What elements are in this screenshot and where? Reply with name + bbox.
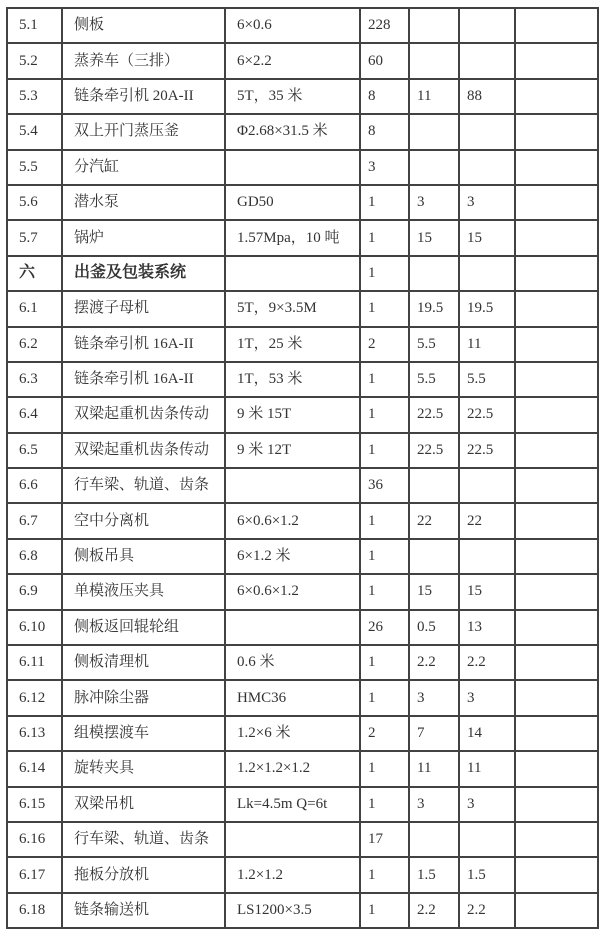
cell-unit: 7 [409,716,459,751]
cell-unit [409,8,459,43]
cell-name: 空中分离机 [62,503,225,538]
cell-remark [515,645,598,680]
cell-total [459,150,515,185]
cell-qty: 36 [360,468,409,503]
cell-remark [515,327,598,362]
cell-id: 5.1 [7,8,62,43]
cell-unit: 15 [409,220,459,255]
cell-unit: 22.5 [409,397,459,432]
cell-qty: 2 [360,327,409,362]
cell-spec: Lk=4.5m Q=6t [225,787,360,822]
cell-total: 19.5 [459,291,515,326]
cell-name: 锅炉 [62,220,225,255]
cell-id: 6.10 [7,610,62,645]
cell-total: 2.2 [459,645,515,680]
cell-id: 6.12 [7,680,62,715]
cell-unit: 3 [409,185,459,220]
cell-unit: 5.5 [409,327,459,362]
cell-spec: 6×1.2 米 [225,539,360,574]
cell-name: 侧板 [62,8,225,43]
cell-spec: 1.57Mpa，10 吨 [225,220,360,255]
cell-id: 6.14 [7,751,62,786]
cell-total [459,539,515,574]
cell-total [459,114,515,149]
cell-total: 5.5 [459,362,515,397]
cell-id: 6.18 [7,893,62,928]
cell-total: 1.5 [459,857,515,892]
cell-unit [409,43,459,78]
cell-remark [515,220,598,255]
equipment-row [7,397,598,432]
cell-remark [515,256,598,291]
cell-total: 11 [459,751,515,786]
equipment-row [7,433,598,468]
equipment-row [7,857,598,892]
cell-total [459,8,515,43]
cell-id: 六 [7,256,62,291]
cell-name: 侧板吊具 [62,539,225,574]
cell-qty: 1 [360,893,409,928]
equipment-row [7,150,598,185]
cell-unit [409,539,459,574]
cell-name: 分汽缸 [62,150,225,185]
cell-unit: 15 [409,574,459,609]
cell-remark [515,787,598,822]
equipment-row [7,680,598,715]
cell-id: 6.15 [7,787,62,822]
cell-id: 5.5 [7,150,62,185]
cell-id: 6.6 [7,468,62,503]
cell-spec [225,822,360,857]
cell-name: 侧板返回辊轮组 [62,610,225,645]
cell-unit: 5.5 [409,362,459,397]
cell-remark [515,8,598,43]
cell-qty: 228 [360,8,409,43]
cell-total: 3 [459,185,515,220]
cell-id: 6.11 [7,645,62,680]
cell-spec: 5T，35 米 [225,79,360,114]
cell-remark [515,539,598,574]
cell-spec: 6×0.6×1.2 [225,574,360,609]
cell-total: 88 [459,79,515,114]
equipment-row [7,79,598,114]
cell-total: 22.5 [459,397,515,432]
cell-unit [409,468,459,503]
cell-unit: 22 [409,503,459,538]
cell-remark [515,503,598,538]
cell-spec: 9 米 15T [225,397,360,432]
cell-remark [515,433,598,468]
cell-name: 链条牵引机 16A-II [62,362,225,397]
cell-spec [225,256,360,291]
cell-name: 单模液压夹具 [62,574,225,609]
cell-name: 行车梁、轨道、齿条 [62,468,225,503]
cell-qty: 1 [360,256,409,291]
cell-total: 11 [459,327,515,362]
cell-qty: 1 [360,539,409,574]
cell-remark [515,680,598,715]
cell-qty: 1 [360,645,409,680]
cell-spec: Φ2.68×31.5 米 [225,114,360,149]
equipment-row [7,610,598,645]
cell-name: 拖板分放机 [62,857,225,892]
cell-total: 3 [459,680,515,715]
cell-name: 蒸养车（三排） [62,43,225,78]
cell-unit: 1.5 [409,857,459,892]
cell-unit [409,114,459,149]
cell-remark [515,857,598,892]
cell-spec: 1.2×1.2×1.2 [225,751,360,786]
cell-qty: 1 [360,291,409,326]
cell-spec: 9 米 12T [225,433,360,468]
cell-qty: 26 [360,610,409,645]
cell-name: 链条牵引机 20A-II [62,79,225,114]
cell-id: 6.3 [7,362,62,397]
cell-remark [515,468,598,503]
cell-total: 15 [459,220,515,255]
cell-qty: 17 [360,822,409,857]
cell-total: 15 [459,574,515,609]
cell-name: 双梁吊机 [62,787,225,822]
equipment-row [7,539,598,574]
cell-total [459,43,515,78]
cell-total [459,822,515,857]
cell-spec: 6×0.6 [225,8,360,43]
cell-spec: 0.6 米 [225,645,360,680]
equipment-row [7,751,598,786]
cell-remark [515,893,598,928]
cell-qty: 1 [360,751,409,786]
cell-qty: 3 [360,150,409,185]
cell-id: 6.1 [7,291,62,326]
cell-unit: 0.5 [409,610,459,645]
cell-qty: 1 [360,220,409,255]
cell-total: 3 [459,787,515,822]
cell-unit: 2.2 [409,893,459,928]
equipment-row [7,574,598,609]
cell-name: 双上开门蒸压釜 [62,114,225,149]
cell-spec [225,150,360,185]
cell-spec [225,468,360,503]
cell-name: 双梁起重机齿条传动 [62,397,225,432]
cell-id: 6.13 [7,716,62,751]
cell-id: 6.2 [7,327,62,362]
cell-qty: 1 [360,397,409,432]
cell-spec: GD50 [225,185,360,220]
cell-qty: 60 [360,43,409,78]
cell-spec: 5T，9×3.5M [225,291,360,326]
cell-spec: 1.2×1.2 [225,857,360,892]
cell-qty: 8 [360,79,409,114]
cell-qty: 2 [360,716,409,751]
equipment-row [7,291,598,326]
cell-qty: 1 [360,433,409,468]
cell-id: 6.16 [7,822,62,857]
cell-remark [515,114,598,149]
equipment-row [7,716,598,751]
cell-spec [225,610,360,645]
cell-name: 摆渡子母机 [62,291,225,326]
cell-remark [515,79,598,114]
cell-remark [515,43,598,78]
section-header-row [7,256,598,291]
cell-name: 脉冲除尘器 [62,680,225,715]
cell-unit: 19.5 [409,291,459,326]
cell-remark [515,150,598,185]
cell-remark [515,610,598,645]
cell-total: 13 [459,610,515,645]
cell-id: 6.7 [7,503,62,538]
cell-qty: 1 [360,362,409,397]
cell-id: 6.4 [7,397,62,432]
equipment-row [7,43,598,78]
cell-total: 22 [459,503,515,538]
cell-spec: 1T，53 米 [225,362,360,397]
cell-remark [515,291,598,326]
cell-qty: 1 [360,787,409,822]
equipment-row [7,468,598,503]
cell-qty: 1 [360,185,409,220]
cell-unit: 3 [409,680,459,715]
cell-name: 潜水泵 [62,185,225,220]
cell-name: 出釜及包装系统 [62,256,225,291]
cell-spec: HMC36 [225,680,360,715]
equipment-row [7,362,598,397]
cell-name: 侧板清理机 [62,645,225,680]
cell-qty: 1 [360,857,409,892]
cell-unit [409,256,459,291]
equipment-row [7,114,598,149]
equipment-row [7,822,598,857]
cell-total: 14 [459,716,515,751]
cell-qty: 1 [360,680,409,715]
cell-spec: LS1200×3.5 [225,893,360,928]
cell-name: 链条输送机 [62,893,225,928]
cell-spec: 6×0.6×1.2 [225,503,360,538]
equipment-table [6,7,599,929]
cell-unit: 3 [409,787,459,822]
cell-id: 6.9 [7,574,62,609]
cell-spec: 1T，25 米 [225,327,360,362]
cell-id: 6.5 [7,433,62,468]
cell-name: 链条牵引机 16A-II [62,327,225,362]
cell-spec: 1.2×6 米 [225,716,360,751]
cell-total: 22.5 [459,433,515,468]
cell-name: 双梁起重机齿条传动 [62,433,225,468]
equipment-row [7,8,598,43]
equipment-row [7,220,598,255]
cell-remark [515,822,598,857]
cell-remark [515,185,598,220]
cell-qty: 1 [360,574,409,609]
cell-remark [515,362,598,397]
cell-id: 5.3 [7,79,62,114]
cell-unit [409,822,459,857]
cell-unit [409,150,459,185]
equipment-table-body [7,8,598,928]
cell-id: 6.17 [7,857,62,892]
equipment-row [7,645,598,680]
cell-total [459,468,515,503]
cell-name: 旋转夹具 [62,751,225,786]
cell-remark [515,397,598,432]
cell-unit: 11 [409,751,459,786]
cell-remark [515,751,598,786]
cell-remark [515,716,598,751]
cell-name: 行车梁、轨道、齿条 [62,822,225,857]
cell-unit: 11 [409,79,459,114]
cell-unit: 22.5 [409,433,459,468]
equipment-row [7,503,598,538]
cell-id: 5.2 [7,43,62,78]
cell-id: 5.7 [7,220,62,255]
equipment-row [7,787,598,822]
cell-remark [515,574,598,609]
equipment-row [7,185,598,220]
cell-spec: 6×2.2 [225,43,360,78]
cell-qty: 8 [360,114,409,149]
cell-id: 5.4 [7,114,62,149]
cell-total: 2.2 [459,893,515,928]
cell-id: 5.6 [7,185,62,220]
cell-total [459,256,515,291]
cell-unit: 2.2 [409,645,459,680]
equipment-row [7,893,598,928]
cell-name: 组模摆渡车 [62,716,225,751]
equipment-row [7,327,598,362]
cell-qty: 1 [360,503,409,538]
cell-id: 6.8 [7,539,62,574]
